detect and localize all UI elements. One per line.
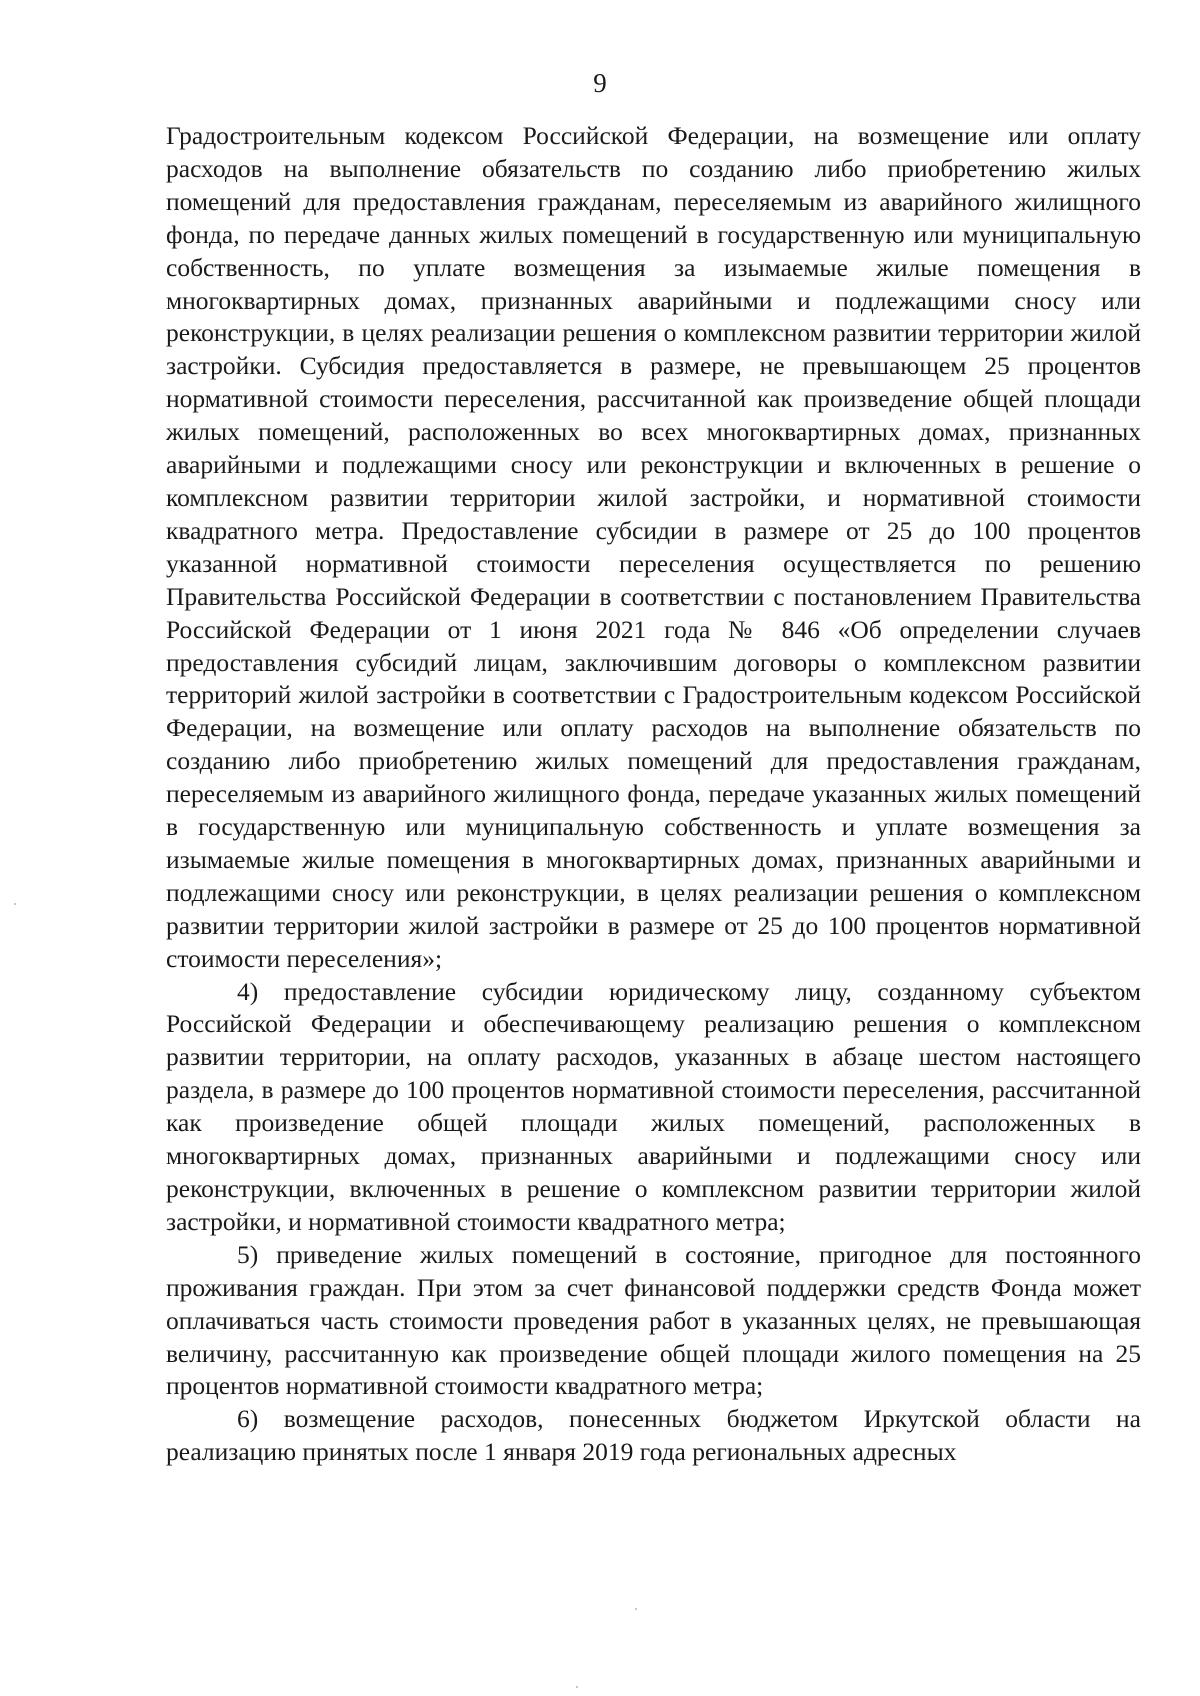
page-number: 9 xyxy=(593,68,607,98)
paragraph-item-5: 5) приведение жилых помещений в состояние, пригодное для постоянного проживания граждан. При этом за счет финансовой поддержки средств Фонда может оплачиваться часть стоимости проведения работ в указанных целях, не превышающая величину, рассчитанную как произведение общей площади жилого помещения на 25 процентов нормативной стоимости квадратного метра; xyxy=(166,1239,1141,1401)
paragraph-item-6: 6) возмещение расходов, понесенных бюджетом Иркутской области на реализацию принятых после 1 января 2019 года региональных адресных xyxy=(166,1404,1141,1467)
paragraph-continuation: Градостроительным кодексом Российской Федерации, на возмещение или оплату расходов на выполнение обязательств по созданию либо приобретению жилых помещений для предоставления гражданам, переселяемым из аварийного жилищного фонда, по передаче данных жилых помещений в государственную или муниципальную собственность, по уплате возмещения за изымаемые жилые помещения в многоквартирных домах, признанных аварийными и подлежащими сносу или реконструкции, в целях реализации решения о комплексном развитии территории жилой застройки. Субсидия предоставляется в размере, не превышающем 25 процентов нормативной стоимости переселения, рассчитанной как произведение общей площади жилых помещений, расположенных во всех многоквартирных домах, признанных аварийными и подлежащими сносу или реконструкции и включенных в решение о комплексном развитии территории жилой застройки, и нормативной стоимости квадратного метра. Предоставление субсидии в размере от 25 до 100 процентов указанной нормативной стоимости переселения осуществляется по решению Правительства Российской Федерации в соответствии с постановлением Правительства Российской Федерации от 1 июня 2021 года № 846 «Об определении случаев предоставления субсидий лицам, заключившим договоры о комплексном развитии территорий жилой застройки в соответствии с Градостроительным кодексом Российской Федерации, на возмещение или оплату расходов на выполнение обязательств по созданию либо приобретению жилых помещений для предоставления гражданам, переселяемым из аварийного жилищного фонда, передаче указанных жилых помещений в государственную или муниципальную собственность и уплате возмещения за изымаемые жилые помещения в многоквартирных домах, признанных аварийными и подлежащими сносу или реконструкции, в целях реализации решения о комплексном развитии территории жилой застройки в размере от 25 до 100 процентов нормативной стоимости переселения»; xyxy=(166,121,1141,973)
scan-speck xyxy=(635,1608,637,1610)
paragraph-item-4: 4) предоставление субсидии юридическому лицу, созданному субъектом Российской Федерации и обеспечивающему реализацию решения о комплексном развитии территории, на оплату расходов, указанных в абзаце шестом настоящего раздела, в размере до 100 процентов нормативной стоимости переселения, рассчитанной как произведение общей площади жилых помещений, расположенных в многоквартирных домах, признанных аварийными и подлежащими сносу или реконструкции, включенных в решение о комплексном развитии территории жилой застройки, и нормативной стоимости квадратного метра; xyxy=(166,976,1141,1236)
scan-speck xyxy=(576,1686,578,1688)
scan-speck xyxy=(14,903,16,905)
document-body xyxy=(166,120,1141,1469)
